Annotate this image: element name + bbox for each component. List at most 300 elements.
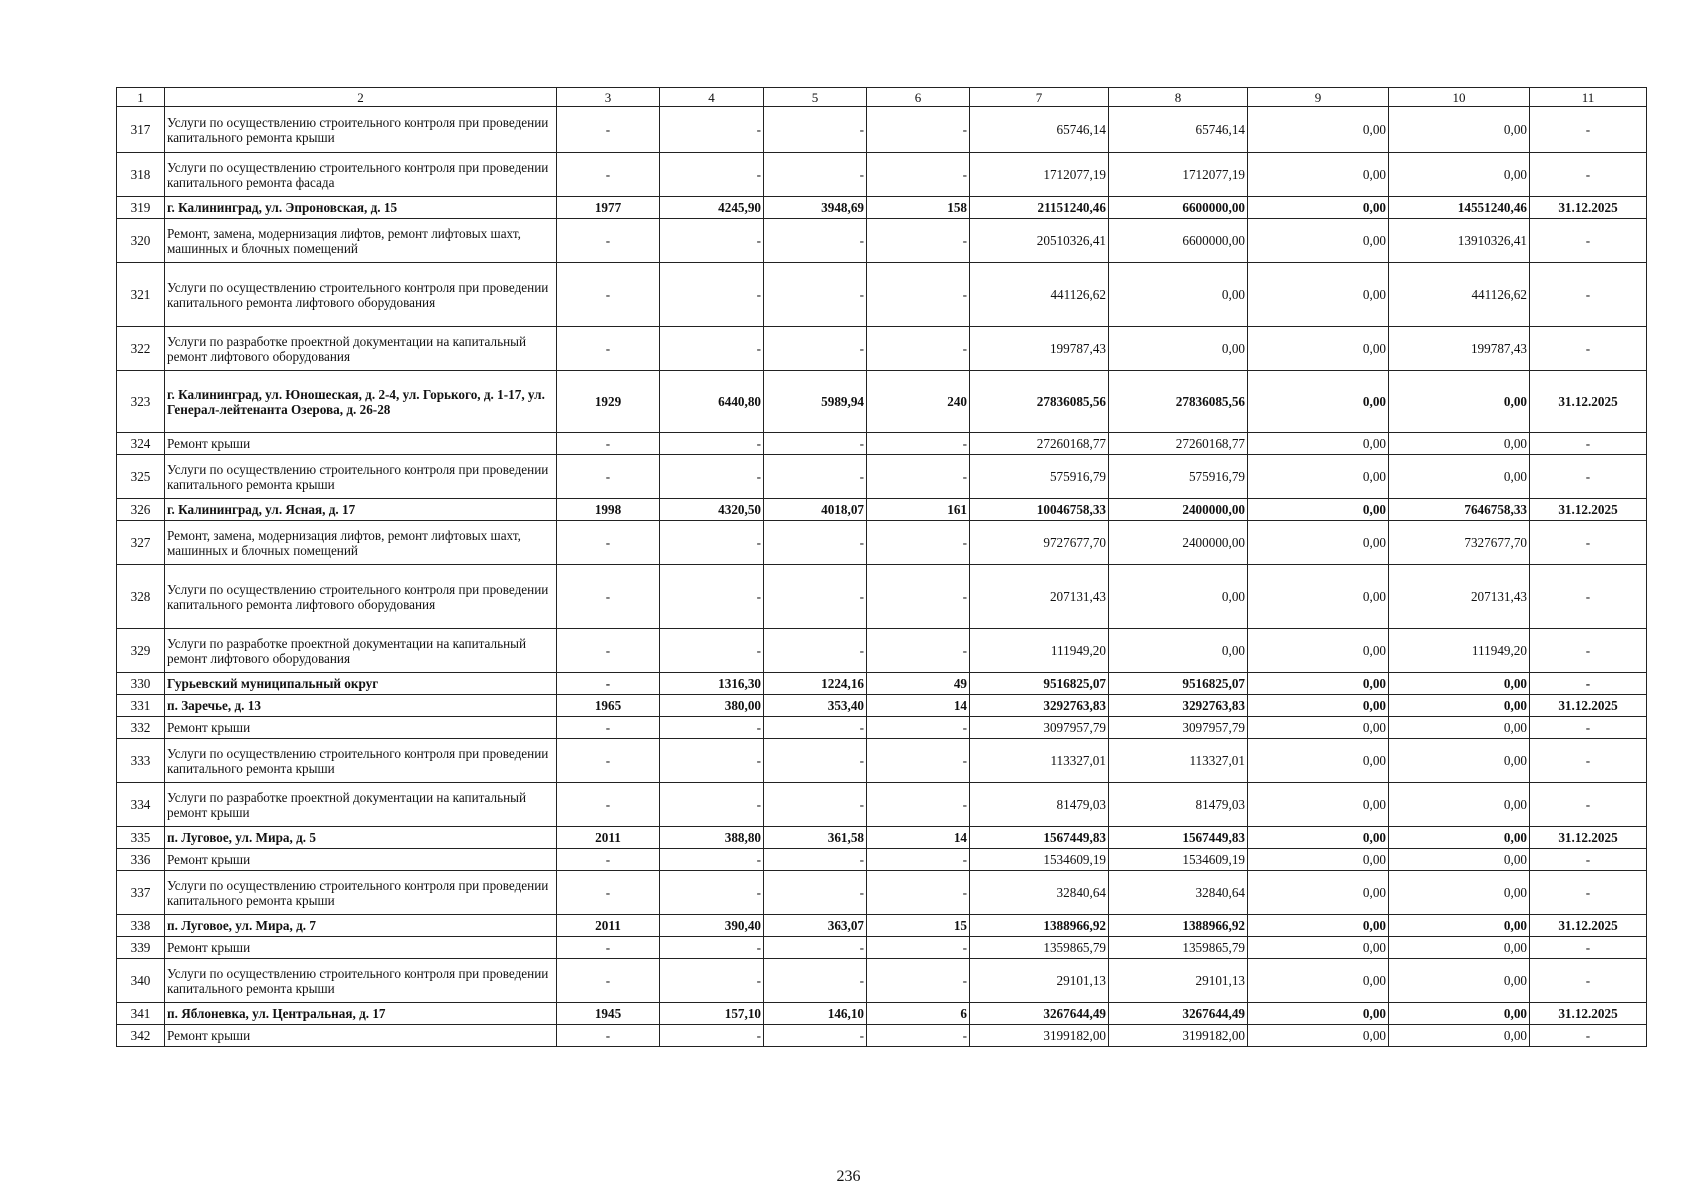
- residents-cell: 15: [867, 915, 970, 937]
- fund-cost-cell: 3097957,79: [1109, 717, 1248, 739]
- area-total-cell: 4245,90: [660, 197, 764, 219]
- total-cost-cell: 111949,20: [970, 629, 1109, 673]
- budget-cost-cell: 0,00: [1248, 565, 1389, 629]
- row-number: 327: [117, 521, 165, 565]
- area-living-cell: -: [764, 937, 867, 959]
- area-total-cell: -: [660, 107, 764, 153]
- table-row: [117, 783, 1647, 827]
- total-cost-cell: 20510326,41: [970, 219, 1109, 263]
- deadline-cell: -: [1530, 433, 1647, 455]
- fund-cost-cell: 0,00: [1109, 629, 1248, 673]
- total-cost-cell: 1388966,92: [970, 915, 1109, 937]
- column-header: 6: [867, 88, 970, 107]
- row-number: 318: [117, 153, 165, 197]
- budget-cost-cell: 0,00: [1248, 327, 1389, 371]
- owners-cost-cell: 0,00: [1389, 915, 1530, 937]
- area-total-cell: 380,00: [660, 695, 764, 717]
- row-number: 317: [117, 107, 165, 153]
- row-number: 329: [117, 629, 165, 673]
- table-row: [117, 263, 1647, 327]
- area-total-cell: 388,80: [660, 827, 764, 849]
- year-cell: -: [557, 433, 660, 455]
- residents-cell: -: [867, 263, 970, 327]
- fund-cost-cell: 2400000,00: [1109, 499, 1248, 521]
- deadline-cell: -: [1530, 959, 1647, 1003]
- residents-cell: -: [867, 959, 970, 1003]
- table-row: [117, 739, 1647, 783]
- fund-cost-cell: 0,00: [1109, 565, 1248, 629]
- deadline-cell: -: [1530, 455, 1647, 499]
- table-row: [117, 499, 1647, 521]
- residents-cell: 240: [867, 371, 970, 433]
- deadline-cell: -: [1530, 565, 1647, 629]
- row-number: 335: [117, 827, 165, 849]
- area-living-cell: -: [764, 1025, 867, 1047]
- row-number: 330: [117, 673, 165, 695]
- register-table: [116, 87, 1647, 1047]
- budget-cost-cell: 0,00: [1248, 153, 1389, 197]
- column-header: 2: [165, 88, 557, 107]
- area-living-cell: -: [764, 327, 867, 371]
- row-description: Услуги по разработке проектной документации на капитальный ремонт лифтового оборудования: [165, 629, 557, 673]
- page-number: 236: [836, 1168, 861, 1185]
- table-row: [117, 849, 1647, 871]
- row-description: Ремонт, замена, модернизация лифтов, ремонт лифтовых шахт, машинных и блочных помещений: [165, 219, 557, 263]
- deadline-cell: -: [1530, 871, 1647, 915]
- budget-cost-cell: 0,00: [1248, 871, 1389, 915]
- owners-cost-cell: 0,00: [1389, 153, 1530, 197]
- area-living-cell: 353,40: [764, 695, 867, 717]
- area-total-cell: -: [660, 937, 764, 959]
- owners-cost-cell: 0,00: [1389, 959, 1530, 1003]
- row-description: Ремонт крыши: [165, 849, 557, 871]
- residents-cell: 49: [867, 673, 970, 695]
- fund-cost-cell: 32840,64: [1109, 871, 1248, 915]
- area-living-cell: 4018,07: [764, 499, 867, 521]
- year-cell: 1929: [557, 371, 660, 433]
- budget-cost-cell: 0,00: [1248, 717, 1389, 739]
- owners-cost-cell: 0,00: [1389, 739, 1530, 783]
- owners-cost-cell: 0,00: [1389, 849, 1530, 871]
- row-number: 322: [117, 327, 165, 371]
- area-living-cell: -: [764, 521, 867, 565]
- total-cost-cell: 32840,64: [970, 871, 1109, 915]
- fund-cost-cell: 27260168,77: [1109, 433, 1248, 455]
- deadline-cell: -: [1530, 107, 1647, 153]
- area-total-cell: -: [660, 521, 764, 565]
- fund-cost-cell: 575916,79: [1109, 455, 1248, 499]
- column-header: 4: [660, 88, 764, 107]
- total-cost-cell: 1712077,19: [970, 153, 1109, 197]
- row-number: 341: [117, 1003, 165, 1025]
- area-living-cell: -: [764, 153, 867, 197]
- table-row: [117, 871, 1647, 915]
- deadline-cell: 31.12.2025: [1530, 1003, 1647, 1025]
- deadline-cell: -: [1530, 937, 1647, 959]
- year-cell: -: [557, 153, 660, 197]
- area-total-cell: -: [660, 219, 764, 263]
- area-living-cell: -: [764, 959, 867, 1003]
- year-cell: -: [557, 959, 660, 1003]
- deadline-cell: -: [1530, 629, 1647, 673]
- total-cost-cell: 27836085,56: [970, 371, 1109, 433]
- row-number: 320: [117, 219, 165, 263]
- table-body: [117, 107, 1647, 1047]
- row-description: Услуги по осуществлению строительного контроля при проведении капитального ремонта крыши: [165, 455, 557, 499]
- fund-cost-cell: 29101,13: [1109, 959, 1248, 1003]
- budget-cost-cell: 0,00: [1248, 1025, 1389, 1047]
- total-cost-cell: 207131,43: [970, 565, 1109, 629]
- column-header: 5: [764, 88, 867, 107]
- owners-cost-cell: 0,00: [1389, 673, 1530, 695]
- year-cell: -: [557, 565, 660, 629]
- table-row: [117, 629, 1647, 673]
- area-total-cell: -: [660, 263, 764, 327]
- owners-cost-cell: 0,00: [1389, 1003, 1530, 1025]
- owners-cost-cell: 0,00: [1389, 455, 1530, 499]
- deadline-cell: 31.12.2025: [1530, 827, 1647, 849]
- deadline-cell: 31.12.2025: [1530, 695, 1647, 717]
- column-header: 7: [970, 88, 1109, 107]
- owners-cost-cell: 0,00: [1389, 717, 1530, 739]
- year-cell: -: [557, 849, 660, 871]
- area-living-cell: -: [764, 263, 867, 327]
- residents-cell: -: [867, 107, 970, 153]
- row-description: Ремонт крыши: [165, 433, 557, 455]
- budget-cost-cell: 0,00: [1248, 521, 1389, 565]
- residents-cell: -: [867, 739, 970, 783]
- budget-cost-cell: 0,00: [1248, 937, 1389, 959]
- row-description: Гурьевский муниципальный округ: [165, 673, 557, 695]
- residents-cell: -: [867, 455, 970, 499]
- budget-cost-cell: 0,00: [1248, 107, 1389, 153]
- total-cost-cell: 21151240,46: [970, 197, 1109, 219]
- row-number: 334: [117, 783, 165, 827]
- residents-cell: 6: [867, 1003, 970, 1025]
- owners-cost-cell: 441126,62: [1389, 263, 1530, 327]
- total-cost-cell: 199787,43: [970, 327, 1109, 371]
- row-number: 342: [117, 1025, 165, 1047]
- year-cell: -: [557, 739, 660, 783]
- deadline-cell: 31.12.2025: [1530, 371, 1647, 433]
- column-header: 10: [1389, 88, 1530, 107]
- area-living-cell: 3948,69: [764, 197, 867, 219]
- area-living-cell: -: [764, 849, 867, 871]
- area-total-cell: 6440,80: [660, 371, 764, 433]
- residents-cell: -: [867, 937, 970, 959]
- area-total-cell: -: [660, 433, 764, 455]
- residents-cell: -: [867, 153, 970, 197]
- table-row: [117, 455, 1647, 499]
- row-description: п. Луговое, ул. Мира, д. 5: [165, 827, 557, 849]
- table-row: [117, 219, 1647, 263]
- budget-cost-cell: 0,00: [1248, 219, 1389, 263]
- fund-cost-cell: 1567449,83: [1109, 827, 1248, 849]
- deadline-cell: 31.12.2025: [1530, 915, 1647, 937]
- residents-cell: 158: [867, 197, 970, 219]
- residents-cell: -: [867, 629, 970, 673]
- deadline-cell: 31.12.2025: [1530, 499, 1647, 521]
- owners-cost-cell: 111949,20: [1389, 629, 1530, 673]
- year-cell: -: [557, 937, 660, 959]
- budget-cost-cell: 0,00: [1248, 263, 1389, 327]
- budget-cost-cell: 0,00: [1248, 827, 1389, 849]
- year-cell: -: [557, 219, 660, 263]
- year-cell: -: [557, 327, 660, 371]
- fund-cost-cell: 0,00: [1109, 327, 1248, 371]
- area-total-cell: -: [660, 871, 764, 915]
- total-cost-cell: 3199182,00: [970, 1025, 1109, 1047]
- budget-cost-cell: 0,00: [1248, 499, 1389, 521]
- residents-cell: -: [867, 871, 970, 915]
- year-cell: -: [557, 871, 660, 915]
- row-description: г. Калининград, ул. Эпроновская, д. 15: [165, 197, 557, 219]
- area-living-cell: -: [764, 219, 867, 263]
- owners-cost-cell: 0,00: [1389, 695, 1530, 717]
- deadline-cell: -: [1530, 673, 1647, 695]
- table-row: [117, 107, 1647, 153]
- residents-cell: -: [867, 717, 970, 739]
- row-description: г. Калининград, ул. Юношеская, д. 2-4, ул. Горького, д. 1-17, ул. Генерал-лейтенанта Озерова, д. 26-28: [165, 371, 557, 433]
- year-cell: -: [557, 455, 660, 499]
- row-number: 337: [117, 871, 165, 915]
- fund-cost-cell: 1712077,19: [1109, 153, 1248, 197]
- row-description: Услуги по осуществлению строительного контроля при проведении капитального ремонта крыши: [165, 107, 557, 153]
- column-header: 9: [1248, 88, 1389, 107]
- budget-cost-cell: 0,00: [1248, 959, 1389, 1003]
- year-cell: -: [557, 629, 660, 673]
- area-living-cell: 361,58: [764, 827, 867, 849]
- area-living-cell: -: [764, 433, 867, 455]
- row-description: Услуги по осуществлению строительного контроля при проведении капитального ремонта крыши: [165, 959, 557, 1003]
- budget-cost-cell: 0,00: [1248, 849, 1389, 871]
- area-living-cell: -: [764, 717, 867, 739]
- area-total-cell: -: [660, 629, 764, 673]
- row-number: 340: [117, 959, 165, 1003]
- fund-cost-cell: 1388966,92: [1109, 915, 1248, 937]
- fund-cost-cell: 6600000,00: [1109, 219, 1248, 263]
- residents-cell: -: [867, 1025, 970, 1047]
- year-cell: -: [557, 673, 660, 695]
- residents-cell: -: [867, 219, 970, 263]
- row-number: 324: [117, 433, 165, 455]
- total-cost-cell: 1567449,83: [970, 827, 1109, 849]
- area-total-cell: -: [660, 327, 764, 371]
- area-living-cell: -: [764, 871, 867, 915]
- deadline-cell: -: [1530, 1025, 1647, 1047]
- area-living-cell: 146,10: [764, 1003, 867, 1025]
- header-row: [117, 88, 1647, 107]
- total-cost-cell: 29101,13: [970, 959, 1109, 1003]
- table-row: [117, 327, 1647, 371]
- total-cost-cell: 3267644,49: [970, 1003, 1109, 1025]
- fund-cost-cell: 6600000,00: [1109, 197, 1248, 219]
- table-row: [117, 565, 1647, 629]
- fund-cost-cell: 0,00: [1109, 263, 1248, 327]
- row-description: Услуги по разработке проектной документации на капитальный ремонт крыши: [165, 783, 557, 827]
- owners-cost-cell: 0,00: [1389, 107, 1530, 153]
- fund-cost-cell: 1359865,79: [1109, 937, 1248, 959]
- area-total-cell: -: [660, 455, 764, 499]
- deadline-cell: -: [1530, 263, 1647, 327]
- budget-cost-cell: 0,00: [1248, 673, 1389, 695]
- year-cell: 2011: [557, 827, 660, 849]
- total-cost-cell: 3292763,83: [970, 695, 1109, 717]
- residents-cell: -: [867, 327, 970, 371]
- budget-cost-cell: 0,00: [1248, 371, 1389, 433]
- row-description: Ремонт, замена, модернизация лифтов, ремонт лифтовых шахт, машинных и блочных помещений: [165, 521, 557, 565]
- area-total-cell: -: [660, 717, 764, 739]
- deadline-cell: 31.12.2025: [1530, 197, 1647, 219]
- year-cell: -: [557, 107, 660, 153]
- area-living-cell: -: [764, 739, 867, 783]
- fund-cost-cell: 2400000,00: [1109, 521, 1248, 565]
- deadline-cell: -: [1530, 219, 1647, 263]
- area-total-cell: -: [660, 565, 764, 629]
- row-description: Ремонт крыши: [165, 717, 557, 739]
- row-description: г. Калининград, ул. Ясная, д. 17: [165, 499, 557, 521]
- row-number: 336: [117, 849, 165, 871]
- owners-cost-cell: 7646758,33: [1389, 499, 1530, 521]
- deadline-cell: -: [1530, 739, 1647, 783]
- fund-cost-cell: 81479,03: [1109, 783, 1248, 827]
- budget-cost-cell: 0,00: [1248, 739, 1389, 783]
- budget-cost-cell: 0,00: [1248, 695, 1389, 717]
- row-number: 325: [117, 455, 165, 499]
- row-description: Услуги по осуществлению строительного контроля при проведении капитального ремонта лифтового оборудования: [165, 263, 557, 327]
- row-description: Ремонт крыши: [165, 937, 557, 959]
- column-header: 11: [1530, 88, 1647, 107]
- row-number: 338: [117, 915, 165, 937]
- deadline-cell: -: [1530, 717, 1647, 739]
- owners-cost-cell: 0,00: [1389, 371, 1530, 433]
- table-row: [117, 937, 1647, 959]
- owners-cost-cell: 0,00: [1389, 783, 1530, 827]
- year-cell: 1998: [557, 499, 660, 521]
- area-living-cell: 1224,16: [764, 673, 867, 695]
- owners-cost-cell: 0,00: [1389, 433, 1530, 455]
- table-row: [117, 717, 1647, 739]
- budget-cost-cell: 0,00: [1248, 783, 1389, 827]
- fund-cost-cell: 1534609,19: [1109, 849, 1248, 871]
- table-row: [117, 1025, 1647, 1047]
- fund-cost-cell: 113327,01: [1109, 739, 1248, 783]
- area-total-cell: 390,40: [660, 915, 764, 937]
- budget-cost-cell: 0,00: [1248, 197, 1389, 219]
- column-header: 3: [557, 88, 660, 107]
- area-living-cell: 5989,94: [764, 371, 867, 433]
- row-description: Услуги по осуществлению строительного контроля при проведении капитального ремонта фасада: [165, 153, 557, 197]
- year-cell: -: [557, 1025, 660, 1047]
- row-number: 331: [117, 695, 165, 717]
- year-cell: -: [557, 521, 660, 565]
- total-cost-cell: 65746,14: [970, 107, 1109, 153]
- row-description: Услуги по осуществлению строительного контроля при проведении капитального ремонта крыши: [165, 739, 557, 783]
- area-total-cell: -: [660, 1025, 764, 1047]
- table-row: [117, 827, 1647, 849]
- row-description: Ремонт крыши: [165, 1025, 557, 1047]
- year-cell: -: [557, 783, 660, 827]
- total-cost-cell: 81479,03: [970, 783, 1109, 827]
- residents-cell: -: [867, 849, 970, 871]
- deadline-cell: -: [1530, 153, 1647, 197]
- owners-cost-cell: 199787,43: [1389, 327, 1530, 371]
- residents-cell: -: [867, 433, 970, 455]
- total-cost-cell: 441126,62: [970, 263, 1109, 327]
- deadline-cell: -: [1530, 849, 1647, 871]
- year-cell: 1977: [557, 197, 660, 219]
- deadline-cell: -: [1530, 521, 1647, 565]
- owners-cost-cell: 0,00: [1389, 937, 1530, 959]
- owners-cost-cell: 7327677,70: [1389, 521, 1530, 565]
- fund-cost-cell: 3292763,83: [1109, 695, 1248, 717]
- table-row: [117, 959, 1647, 1003]
- row-description: Услуги по осуществлению строительного контроля при проведении капитального ремонта лифтового оборудования: [165, 565, 557, 629]
- residents-cell: 14: [867, 827, 970, 849]
- total-cost-cell: 1359865,79: [970, 937, 1109, 959]
- total-cost-cell: 3097957,79: [970, 717, 1109, 739]
- year-cell: 2011: [557, 915, 660, 937]
- row-number: 323: [117, 371, 165, 433]
- row-number: 333: [117, 739, 165, 783]
- total-cost-cell: 1534609,19: [970, 849, 1109, 871]
- owners-cost-cell: 0,00: [1389, 1025, 1530, 1047]
- column-header: 8: [1109, 88, 1248, 107]
- deadline-cell: -: [1530, 327, 1647, 371]
- owners-cost-cell: 14551240,46: [1389, 197, 1530, 219]
- total-cost-cell: 575916,79: [970, 455, 1109, 499]
- owners-cost-cell: 207131,43: [1389, 565, 1530, 629]
- table-row: [117, 1003, 1647, 1025]
- area-total-cell: 4320,50: [660, 499, 764, 521]
- owners-cost-cell: 0,00: [1389, 827, 1530, 849]
- area-living-cell: -: [764, 565, 867, 629]
- area-total-cell: -: [660, 959, 764, 1003]
- owners-cost-cell: 13910326,41: [1389, 219, 1530, 263]
- budget-cost-cell: 0,00: [1248, 433, 1389, 455]
- deadline-cell: -: [1530, 783, 1647, 827]
- table-row: [117, 371, 1647, 433]
- area-living-cell: 363,07: [764, 915, 867, 937]
- table-row: [117, 915, 1647, 937]
- area-total-cell: 157,10: [660, 1003, 764, 1025]
- table-row: [117, 197, 1647, 219]
- table-row: [117, 673, 1647, 695]
- year-cell: 1945: [557, 1003, 660, 1025]
- year-cell: 1965: [557, 695, 660, 717]
- row-number: 332: [117, 717, 165, 739]
- total-cost-cell: 9516825,07: [970, 673, 1109, 695]
- total-cost-cell: 113327,01: [970, 739, 1109, 783]
- row-description: Услуги по разработке проектной документации на капитальный ремонт лифтового оборудования: [165, 327, 557, 371]
- fund-cost-cell: 27836085,56: [1109, 371, 1248, 433]
- budget-cost-cell: 0,00: [1248, 455, 1389, 499]
- area-total-cell: -: [660, 783, 764, 827]
- row-description: п. Луговое, ул. Мира, д. 7: [165, 915, 557, 937]
- fund-cost-cell: 3267644,49: [1109, 1003, 1248, 1025]
- budget-cost-cell: 0,00: [1248, 629, 1389, 673]
- residents-cell: 161: [867, 499, 970, 521]
- table-row: [117, 521, 1647, 565]
- fund-cost-cell: 3199182,00: [1109, 1025, 1248, 1047]
- total-cost-cell: 27260168,77: [970, 433, 1109, 455]
- area-total-cell: -: [660, 153, 764, 197]
- residents-cell: -: [867, 783, 970, 827]
- owners-cost-cell: 0,00: [1389, 871, 1530, 915]
- row-number: 319: [117, 197, 165, 219]
- area-living-cell: -: [764, 783, 867, 827]
- area-total-cell: -: [660, 739, 764, 783]
